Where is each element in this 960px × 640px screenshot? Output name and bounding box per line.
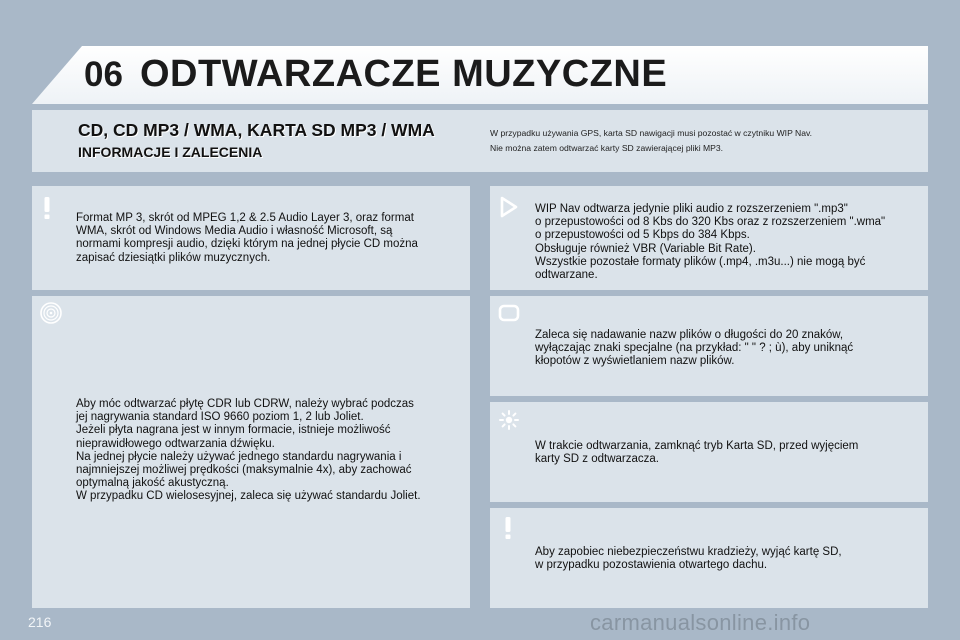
exclamation-icon — [38, 196, 56, 220]
exclamation-icon — [499, 516, 517, 540]
rounded-square-icon — [498, 304, 520, 322]
watermark: carmanualsonline.info — [590, 610, 811, 635]
cd-info-text: Aby móc odtwarzać płytę CDR lub CDRW, należy wybrać podczas jej nagrywania standard ISO 9660 poziom 1, 2 lub Joliet. Jeżeli płyta nagrana jest w innym formacie, istnieje możliwość nieprawidłowego odtwarzania dźwięku. Na jednej płycie należy używać jednego standardu nagrywania i najmniejszej możliwej prędkości (maksymalnie 4x), aby zachować optymalną jakość akustyczną. W przypadku CD wielosesyjnej, zaleca się używać standardu Joliet. — [76, 398, 421, 503]
section-title: CD, CD MP3 / WMA, KARTA SD MP3 / WMA — [78, 120, 435, 140]
page-number: 216 — [28, 614, 52, 630]
supported-formats-text: WIP Nav odtwarza jedynie pliki audio z rozszerzeniem ".mp3" o przepustowości od 8 Kbs do 320 Kbs oraz z rozszerzeniem ".wma" o przepustowości od 5 Kbps do 384 Kbps. Obsługuje również VBR (Variable Bit Rate). Wszystkie pozostałe formaty plików (.mp4, .m3u...) nie mogą być odtwarzane. — [535, 203, 886, 282]
sd-card-text: W trakcie odtwarzania, zamknąć tryb Karta SD, przed wyjęciem karty SD z odtwarzacza. — [535, 440, 859, 466]
disc-icon — [39, 301, 63, 325]
page-title: ODTWARZACZE MUZYCZNE — [140, 53, 668, 95]
file-names-text: Zaleca się nadawanie nazw plików o długości do 20 znaków, wyłączając znaki specjalne (na przykład: " " ? ; ù), aby uniknąć kłopotów z wyświetlaniem nazw plików. — [535, 329, 854, 368]
section-subtitle: INFORMACJE I ZALECENIA — [78, 144, 263, 160]
format-info-text: Format MP 3, skrót od MPEG 1,2 & 2.5 Audio Layer 3, oraz format WMA, skrót od Windows Media Audio i własność Microsoft, są normami kompresji audio, dzięki którym na jednej płycie CD można zapisać dziesiątki plików muzycznych. — [76, 212, 418, 264]
sun-icon — [498, 409, 520, 431]
header-corner-cut — [32, 46, 82, 104]
play-icon — [499, 196, 519, 218]
chapter-number: 06 — [84, 55, 123, 94]
gps-note-line-2: Nie można zatem odtwarzać karty SD zawierającej pliki MP3. — [490, 143, 724, 153]
gps-note-line-1: W przypadku używania GPS, karta SD nawigacji musi pozostać w czytniku WIP Nav. — [490, 128, 813, 138]
gps-note — [490, 126, 920, 156]
theft-text: Aby zapobiec niebezpieczeństwu kradzieży, wyjąć kartę SD, w przypadku pozostawienia otwartego dachu. — [535, 546, 842, 572]
